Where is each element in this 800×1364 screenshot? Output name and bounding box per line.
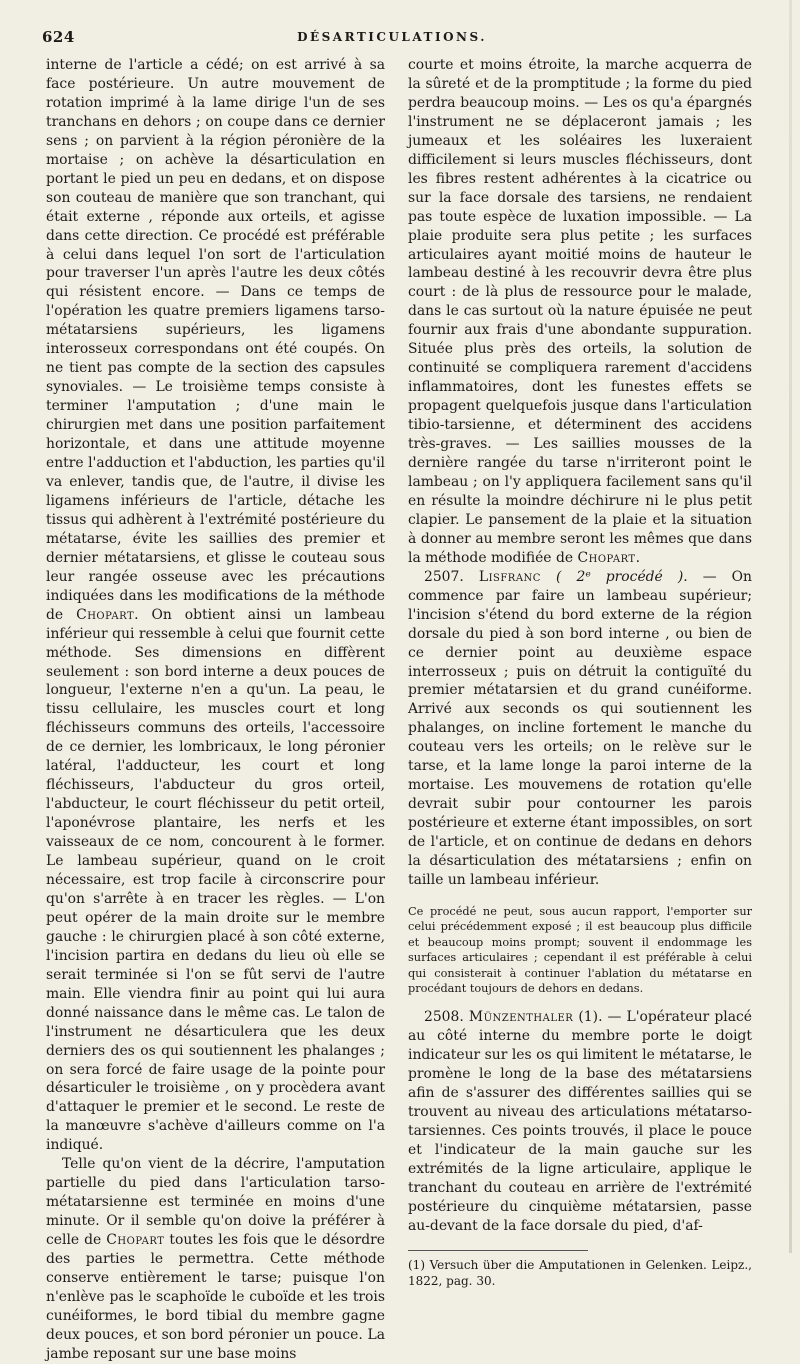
section-number: 2508. <box>424 1009 464 1026</box>
footnote: (1) Versuch über die Amputationen in Gelenken. Leipz., 1822, pag. 30. <box>408 1257 752 1288</box>
small-print-note: Ce procédé ne peut, sous aucun rapport, l'emporter sur celui précédemment exposé ; il est beaucoup plus difficile et beaucoup moins prompt; souvent il endommage les surfaces articulaires ; cependant il est préférable à celui qui consisterait à continuer l'ablation du métatarse en procédant toujours de dehors en dedans. <box>408 904 752 995</box>
author-name: Münzenthaler <box>468 1009 574 1026</box>
page-edge <box>789 0 792 1253</box>
author-name: Chopart <box>106 1232 165 1249</box>
page-number: 624 <box>42 28 75 46</box>
author-name: Chopart <box>577 549 636 566</box>
footnote-divider <box>408 1250 588 1251</box>
left-column <box>46 56 385 1364</box>
running-title: DÉSARTICULATIONS. <box>297 30 487 44</box>
author-name: Chopart <box>76 606 135 623</box>
footnote-ref: (1). <box>578 1009 603 1026</box>
right-column <box>408 56 752 1289</box>
section-number: 2507. <box>424 568 464 585</box>
page-header <box>42 28 742 48</box>
paragraph-continued: interne de l'article a cédé; on est arrivé à sa face postérieure. Un autre mouvement de rotation imprimé à la lame dirige l'un de ses tranchans en dehors ; on coupe dans ce dernier sens ; on parvient à la région péronière de la mortaise ; on achève la désarticulation en portant le pied un peu en dedans, et on dispose son couteau de manière que son tranchant, qui était externe , réponde aux orteils, et agisse dans cette direction. Ce procédé est préférable à celui dans lequel l'on sort de l'articulation pour traverser l'un après l'autre les deux côtés qui résistent encore. — Dans ce temps de l'opération les quatre premiers ligamens tarso-métatarsiens supérieurs, les ligamens interosseux correspondans ont été coupés. On ne tient pas compte de la section des capsules synoviales. — Le troisième temps consiste à terminer l'amputation ; d'une main le chirurgien met dans une position parfaitement horizontale, et dans une attitude moyenne entre l'adduction et l'abduction, les parties qu'il va enlever, tandis que, de l'autre, il divise les ligamens inférieurs de l'article, détache les tissus qui adhèrent à l'extrémité postérieure du métatarse, évite les saillies des premier et dernier métatarsiens, et glisse le couteau sous leur rangée osseuse avec les précautions indiquées dans les modifications de la méthode de Chopart. On obtient ainsi un lambeau inférieur qui ressemble à celui que fournit cette méthode. Ses dimensions en diffèrent seulement : son bord interne a deux pouces de longueur, l'externe n'en a qu'un. La peau, le tissu cellulaire, les muscles court et long fléchisseurs communs des orteils, l'accessoire de ce dernier, les lombricaux, le long péronier latéral, l'adducteur, les court et long fléchisseurs, l'abducteur du gros orteil, l'abducteur, le court fléchisseur du petit orteil, l'aponévrose plantaire, les nerfs et les vaisseaux de ce nom, concourent à le former. Le lambeau supérieur, quand on le croit nécessaire, est trop facile à circonscrire pour qu'on s'arrête à en tracer les règles. — L'on peut opérer de la main droite sur le membre gauche : le chirurgien placé à son côté externe, l'incision partira en dedans du lieu où elle se serait terminée si l'on se fût servi de l'autre main. Elle viendra finir au point qui lui aura donné naissance dans le même cas. Le talon de l'instrument ne désarticulera que les deux derniers des os qui soutiennent les phalanges ; on sera forcé de faire usage de la pointe pour désarticuler le troisième , on y procèdera avant d'attaquer le premier et le second. Le reste de la manœuvre s'achève d'ailleurs comme on l'a indiqué. <box>46 57 385 1154</box>
paragraph: Telle qu'on vient de la décrire, l'amputation partielle du pied dans l'articulation tarso-métatarsienne est terminée en moins d'une minute. Or il semble qu'on doive la préférer à celle de Chopart toutes les fois que le désordre des parties le permettra. Cette méthode conserve entièrement le tarse; puisque l'on n'enlève pas le scaphoïde le cuboïde et les trois cunéiformes, le bord tibial du membre gagne deux pouces, et son bord péronier un pouce. La jambe reposant sur une base moins <box>46 1156 385 1362</box>
section-2507: 2507. Lisfranc ( 2ᵉ procédé ). — On commence par faire un lambeau supérieur; l'incision s'étend du bord externe de la région dorsale du pied à son bord interne , ou bien de ce dernier point au deuxième espace interrosseux ; puis on détruit la contiguïté du premier métatarsien et du grand cunéiforme. Arrivé aux seconds os qui soutiennent les phalanges, on incline fortement le manche du couteau vers les orteils; on le relève sur le tarse, et la lame longe la paroi interne de la mortaise. Les mouvemens de rotation qu'elle devrait subir pour contourner les parois postérieure et externe étant impossibles, on sort de l'article, et on continue de dedans en dehors la désarticulation des métatarsiens ; enfin on taille un lambeau inférieur. <box>408 568 752 888</box>
section-2508: 2508. Münzenthaler (1). — L'opérateur placé au côté interne du membre porte le doigt indicateur sur les os qui limitent le métatarse, le promène le long de la base des métatarsiens afin de s'assurer des différentes saillies qui se trouvent au niveau des articulations métatarso-tarsiennes. Ces points trouvés, il place le pouce et l'indicateur de la main gauche sur les extrémités de la ligne articulaire, applique le tranchant du couteau en arrière de l'extrémité postérieure du cinquième métatarsien, passe au-devant de la face dorsale du pied, d'af- <box>408 1009 752 1234</box>
author-name: Lisfranc <box>478 568 541 585</box>
paragraph-continued: courte et moins étroite, la marche acquerra de la sûreté et de la promptitude ; la forme du pied perdra beaucoup moins. — Les os qu'a épargnés l'instrument ne se déplaceront jamais ; les jumeaux et les soléaires les luxeraient difficilement si leurs muscles fléchisseurs, dont les fibres restent adhérentes à la cicatrice ou sur la face dorsale des tarsiens, ne rendaient pas toute espèce de luxation impossible. — La plaie produite sera plus petite ; les surfaces articulaires ayant moitié moins de hauteur le lambeau destiné à les recouvrir devra être plus court : de là plus de ressource pour le malade, dans le cas surtout où la nature épuisée ne peut fournir aux frais d'une abondante suppuration. Située plus près des orteils, la solution de continuité se compliquera rarement d'accidens inflammatoires, dont les funestes effets se propagent quelquefois jusque dans l'articulation tibio-tarsienne, et déterminent des accidens très-graves. — Les saillies mousses de la dernière rangée du tarse n'irriteront point le lambeau ; on l'y appliquera facilement sans qu'il en résulte la moindre déchirure ni le plus petit clapier. Le pansement de la plaie et la situation à donner au membre seront les mêmes que dans la méthode modifiée de Chopart. <box>408 57 752 566</box>
procedure-label: ( 2ᵉ procédé ). <box>556 568 688 585</box>
